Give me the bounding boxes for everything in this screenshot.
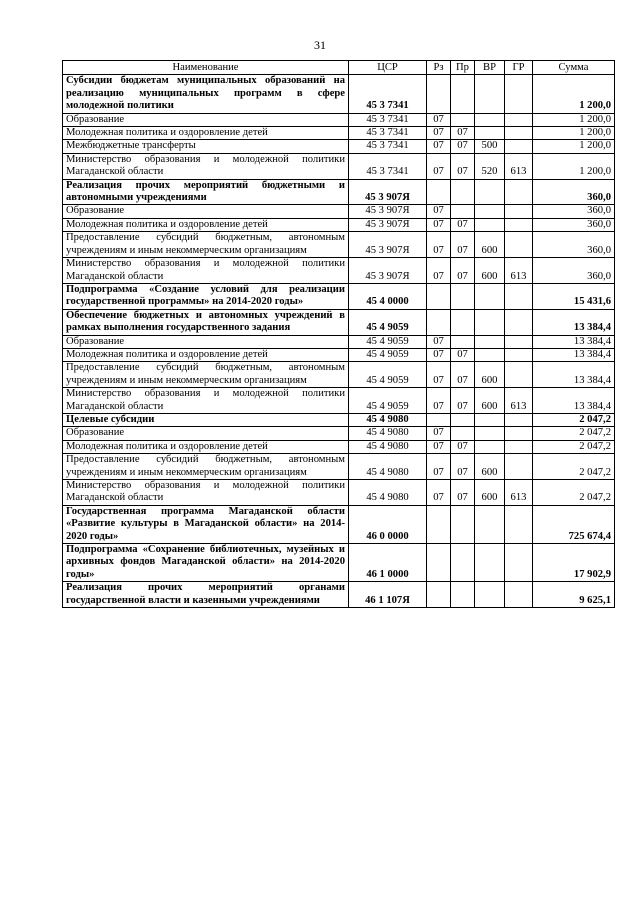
row-sum: 13 384,4 xyxy=(533,348,615,361)
table-row xyxy=(63,283,615,309)
table-row xyxy=(63,362,615,388)
row-gr xyxy=(505,427,533,440)
row-csr: 45 4 0000 xyxy=(349,283,427,309)
row-csr: 45 3 907Я xyxy=(349,179,427,205)
row-sum: 360,0 xyxy=(533,205,615,218)
row-name: Государственная программа Магаданской области «Развитие культуры в Магаданской области» на 2014-2020 годы» xyxy=(63,505,349,543)
row-rz xyxy=(427,413,451,426)
row-name: Субсидии бюджетам муниципальных образований на реализацию муниципальных программ в сфере молодежной политики xyxy=(63,75,349,113)
row-vr: 600 xyxy=(475,362,505,388)
row-pr xyxy=(451,75,475,113)
row-rz xyxy=(427,505,451,543)
row-pr: 07 xyxy=(451,153,475,179)
row-vr xyxy=(475,113,505,126)
row-name: Предоставление субсидий бюджетным, автономным учреждениям и иным некоммерческим организациям xyxy=(63,362,349,388)
row-csr: 45 3 907Я xyxy=(349,232,427,258)
row-sum: 1 200,0 xyxy=(533,113,615,126)
table-body xyxy=(63,75,615,608)
row-gr: 613 xyxy=(505,153,533,179)
header-name: Наименование xyxy=(63,61,349,75)
row-csr: 45 3 7341 xyxy=(349,153,427,179)
row-rz: 07 xyxy=(427,440,451,453)
row-gr xyxy=(505,283,533,309)
row-gr: 613 xyxy=(505,258,533,284)
row-gr xyxy=(505,348,533,361)
row-vr xyxy=(475,283,505,309)
row-gr xyxy=(505,232,533,258)
row-name: Реализация прочих мероприятий бюджетными и автономными учреждениями xyxy=(63,179,349,205)
row-name: Предоставление субсидий бюджетным, автономным учреждениям и иным некоммерческим организациям xyxy=(63,232,349,258)
row-vr: 600 xyxy=(475,258,505,284)
row-sum: 17 902,9 xyxy=(533,544,615,582)
row-csr: 45 3 7341 xyxy=(349,140,427,153)
row-gr xyxy=(505,413,533,426)
row-vr: 600 xyxy=(475,232,505,258)
row-sum: 2 047,2 xyxy=(533,454,615,480)
table-row xyxy=(63,75,615,113)
row-sum: 9 625,1 xyxy=(533,582,615,608)
row-vr: 600 xyxy=(475,388,505,414)
row-csr: 45 4 9080 xyxy=(349,440,427,453)
row-gr xyxy=(505,205,533,218)
row-gr xyxy=(505,505,533,543)
row-name: Министерство образования и молодежной политики Магаданской области xyxy=(63,388,349,414)
row-sum: 13 384,4 xyxy=(533,388,615,414)
row-pr: 07 xyxy=(451,454,475,480)
row-vr xyxy=(475,205,505,218)
row-gr xyxy=(505,75,533,113)
header-vr: ВР xyxy=(475,61,505,75)
row-csr: 45 3 7341 xyxy=(349,127,427,140)
row-rz: 07 xyxy=(427,427,451,440)
row-vr xyxy=(475,544,505,582)
row-rz: 07 xyxy=(427,480,451,506)
row-rz xyxy=(427,309,451,335)
row-rz: 07 xyxy=(427,113,451,126)
row-rz: 07 xyxy=(427,218,451,231)
header-rz: Рз xyxy=(427,61,451,75)
row-gr xyxy=(505,544,533,582)
row-csr: 45 4 9059 xyxy=(349,362,427,388)
row-rz: 07 xyxy=(427,335,451,348)
table-row xyxy=(63,309,615,335)
row-gr xyxy=(505,440,533,453)
row-name: Образование xyxy=(63,335,349,348)
table-row xyxy=(63,480,615,506)
row-pr: 07 xyxy=(451,258,475,284)
row-pr xyxy=(451,179,475,205)
table-row xyxy=(63,232,615,258)
row-rz: 07 xyxy=(427,348,451,361)
row-csr: 46 0 0000 xyxy=(349,505,427,543)
row-name: Межбюджетные трансферты xyxy=(63,140,349,153)
row-sum: 1 200,0 xyxy=(533,75,615,113)
row-pr: 07 xyxy=(451,140,475,153)
row-name: Министерство образования и молодежной политики Магаданской области xyxy=(63,480,349,506)
table-row xyxy=(63,544,615,582)
row-gr xyxy=(505,309,533,335)
table-row xyxy=(63,440,615,453)
table-row xyxy=(63,335,615,348)
row-sum: 360,0 xyxy=(533,218,615,231)
table-row xyxy=(63,582,615,608)
row-vr xyxy=(475,218,505,231)
row-pr xyxy=(451,205,475,218)
row-sum: 13 384,4 xyxy=(533,335,615,348)
row-rz xyxy=(427,283,451,309)
row-csr: 45 4 9080 xyxy=(349,480,427,506)
row-vr: 520 xyxy=(475,153,505,179)
row-pr: 07 xyxy=(451,348,475,361)
row-sum: 360,0 xyxy=(533,179,615,205)
row-sum: 360,0 xyxy=(533,232,615,258)
row-sum: 15 431,6 xyxy=(533,283,615,309)
row-csr: 45 4 9080 xyxy=(349,413,427,426)
row-csr: 45 3 7341 xyxy=(349,113,427,126)
row-rz: 07 xyxy=(427,388,451,414)
row-rz xyxy=(427,544,451,582)
row-rz: 07 xyxy=(427,153,451,179)
row-csr: 46 1 0000 xyxy=(349,544,427,582)
row-sum: 1 200,0 xyxy=(533,153,615,179)
row-rz: 07 xyxy=(427,140,451,153)
row-vr: 600 xyxy=(475,480,505,506)
row-name: Молодежная политика и оздоровление детей xyxy=(63,348,349,361)
row-pr: 07 xyxy=(451,440,475,453)
row-vr: 600 xyxy=(475,454,505,480)
row-rz: 07 xyxy=(427,232,451,258)
row-pr xyxy=(451,505,475,543)
row-name: Министерство образования и молодежной политики Магаданской области xyxy=(63,258,349,284)
row-csr: 45 4 9059 xyxy=(349,388,427,414)
row-sum: 360,0 xyxy=(533,258,615,284)
budget-table xyxy=(62,60,615,608)
table-row xyxy=(63,127,615,140)
row-pr xyxy=(451,309,475,335)
row-name: Образование xyxy=(63,113,349,126)
row-csr: 45 4 9080 xyxy=(349,454,427,480)
row-gr xyxy=(505,454,533,480)
row-pr xyxy=(451,283,475,309)
row-name: Предоставление субсидий бюджетным, автономным учреждениям и иным некоммерческим организациям xyxy=(63,454,349,480)
row-vr xyxy=(475,348,505,361)
row-name: Образование xyxy=(63,427,349,440)
row-vr xyxy=(475,309,505,335)
row-rz xyxy=(427,582,451,608)
table-row xyxy=(63,113,615,126)
row-sum: 2 047,2 xyxy=(533,440,615,453)
row-sum: 2 047,2 xyxy=(533,480,615,506)
row-rz xyxy=(427,75,451,113)
row-vr xyxy=(475,505,505,543)
row-pr xyxy=(451,544,475,582)
row-rz: 07 xyxy=(427,127,451,140)
table-header xyxy=(63,61,615,75)
row-vr xyxy=(475,427,505,440)
row-csr: 45 4 9059 xyxy=(349,348,427,361)
row-rz: 07 xyxy=(427,454,451,480)
row-gr xyxy=(505,582,533,608)
header-csr: ЦСР xyxy=(349,61,427,75)
row-sum: 2 047,2 xyxy=(533,427,615,440)
row-pr: 07 xyxy=(451,218,475,231)
row-name: Целевые субсидии xyxy=(63,413,349,426)
row-pr xyxy=(451,582,475,608)
row-pr xyxy=(451,413,475,426)
row-gr xyxy=(505,362,533,388)
row-sum: 13 384,4 xyxy=(533,362,615,388)
table-row xyxy=(63,140,615,153)
row-pr: 07 xyxy=(451,232,475,258)
table-row xyxy=(63,153,615,179)
row-rz: 07 xyxy=(427,258,451,284)
header-sum: Сумма xyxy=(533,61,615,75)
row-csr: 45 4 9059 xyxy=(349,309,427,335)
row-pr xyxy=(451,427,475,440)
row-csr: 45 4 9080 xyxy=(349,427,427,440)
row-pr: 07 xyxy=(451,388,475,414)
row-sum: 2 047,2 xyxy=(533,413,615,426)
row-csr: 45 3 7341 xyxy=(349,75,427,113)
row-rz: 07 xyxy=(427,362,451,388)
row-name: Реализация прочих мероприятий органами государственной власти и казенными учреждениями xyxy=(63,582,349,608)
table-row xyxy=(63,454,615,480)
row-csr: 45 3 907Я xyxy=(349,258,427,284)
row-vr xyxy=(475,127,505,140)
row-gr xyxy=(505,179,533,205)
row-sum: 1 200,0 xyxy=(533,127,615,140)
row-vr xyxy=(475,582,505,608)
row-pr: 07 xyxy=(451,480,475,506)
row-gr xyxy=(505,335,533,348)
row-vr: 500 xyxy=(475,140,505,153)
table-row xyxy=(63,179,615,205)
row-pr: 07 xyxy=(451,362,475,388)
table-row xyxy=(63,413,615,426)
table-row xyxy=(63,388,615,414)
row-sum: 13 384,4 xyxy=(533,309,615,335)
row-vr xyxy=(475,179,505,205)
row-csr: 45 4 9059 xyxy=(349,335,427,348)
row-name: Молодежная политика и оздоровление детей xyxy=(63,218,349,231)
table-row xyxy=(63,205,615,218)
row-vr xyxy=(475,75,505,113)
row-name: Молодежная политика и оздоровление детей xyxy=(63,127,349,140)
page-number: 31 xyxy=(314,38,326,52)
row-gr: 613 xyxy=(505,388,533,414)
row-csr: 46 1 107Я xyxy=(349,582,427,608)
row-rz: 07 xyxy=(427,205,451,218)
row-name: Образование xyxy=(63,205,349,218)
header-pr: Пр xyxy=(451,61,475,75)
row-vr xyxy=(475,413,505,426)
row-csr: 45 3 907Я xyxy=(349,205,427,218)
row-vr xyxy=(475,335,505,348)
table-row xyxy=(63,258,615,284)
row-gr xyxy=(505,113,533,126)
table-row xyxy=(63,427,615,440)
table-row xyxy=(63,348,615,361)
row-gr xyxy=(505,218,533,231)
row-name: Подпрограмма «Создание условий для реализации государственной программы» на 2014-2020 годы» xyxy=(63,283,349,309)
row-name: Подпрограмма «Сохранение библиотечных, музейных и архивных фондов Магаданской области» на 2014-2020 годы» xyxy=(63,544,349,582)
row-sum: 1 200,0 xyxy=(533,140,615,153)
row-rz xyxy=(427,179,451,205)
table-row xyxy=(63,505,615,543)
row-name: Молодежная политика и оздоровление детей xyxy=(63,440,349,453)
row-gr xyxy=(505,127,533,140)
row-vr xyxy=(475,440,505,453)
row-pr: 07 xyxy=(451,127,475,140)
row-gr: 613 xyxy=(505,480,533,506)
row-sum: 725 674,4 xyxy=(533,505,615,543)
header-gr: ГР xyxy=(505,61,533,75)
row-name: Обеспечение бюджетных и автономных учреждений в рамках выполнения государственного задания xyxy=(63,309,349,335)
row-pr xyxy=(451,335,475,348)
row-gr xyxy=(505,140,533,153)
row-pr xyxy=(451,113,475,126)
row-name: Министерство образования и молодежной политики Магаданской области xyxy=(63,153,349,179)
table-row xyxy=(63,218,615,231)
row-csr: 45 3 907Я xyxy=(349,218,427,231)
